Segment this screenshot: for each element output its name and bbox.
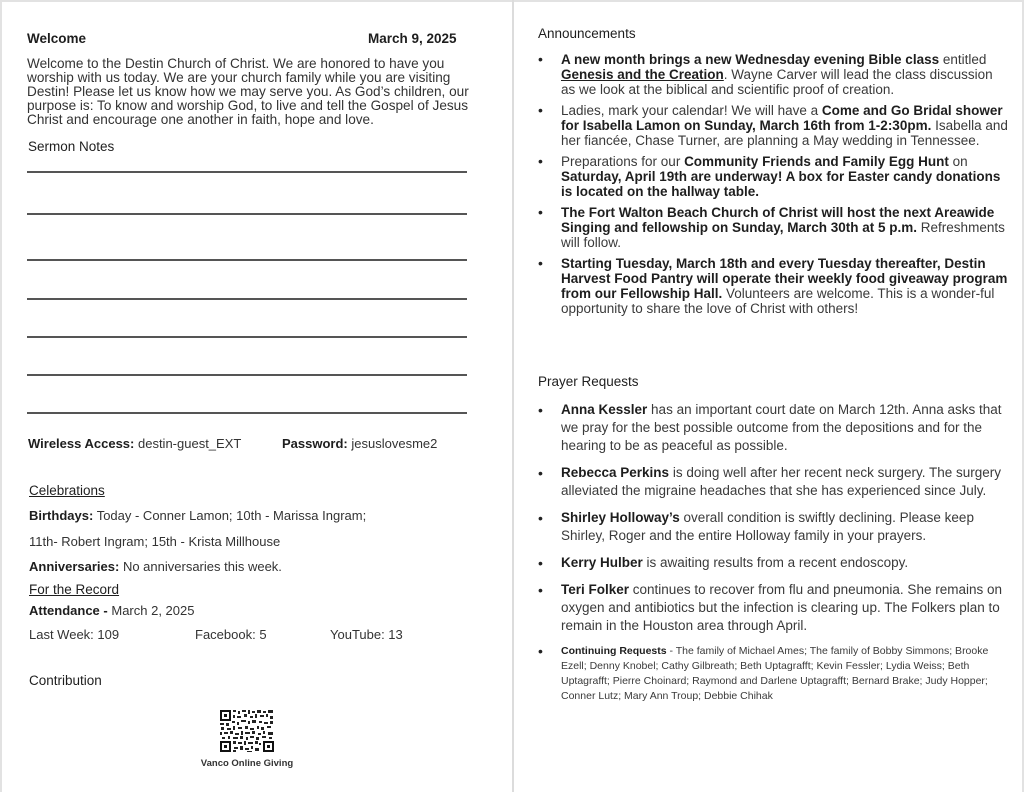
announcement-text: on — [948, 154, 968, 169]
prayer-text: overall condition is swiftly declining. Please keep Shirley, Roger and the entire Holloway family in your prayers. — [561, 510, 974, 543]
announcement-highlight: A new month brings a new Wednesday evening Bible class — [561, 52, 940, 67]
facebook-count: Facebook: 5 — [195, 627, 267, 642]
announcement-item — [538, 154, 1008, 199]
attendance-label: Attendance - — [29, 603, 108, 618]
sermon-note-line — [27, 336, 467, 338]
announcement-item — [538, 256, 1008, 316]
prayer-name: Teri Folker — [561, 582, 630, 597]
contribution-title: Contribution — [29, 673, 102, 688]
birthdays-text: Today - Conner Lamon; 10th - Marissa Ingram; — [96, 508, 367, 523]
anniversaries-label: Anniversaries: — [29, 559, 120, 574]
prayer-request-item — [538, 554, 1008, 572]
announcement-text: Refreshments will follow. — [561, 220, 1005, 250]
announcement-highlight: Saturday, April 19th are underway! A box for Easter candy donations is located on the hallway table. — [561, 169, 1001, 199]
announcement-highlight: Come and Go Bridal shower for Isabella Lamon on Sunday, March 16th from 1-2:30pm. — [561, 103, 1003, 133]
birthdays-label: Birthdays: — [29, 508, 94, 523]
prayer-text: has an important court date on March 12th. Anna asks that we pray for the best possible outcome from the depositions and for the hearing to be as peaceful as possible. — [561, 402, 1002, 453]
prayer-request-item — [538, 509, 1008, 545]
right-page — [514, 0, 1024, 792]
qr-code-icon[interactable] — [219, 709, 275, 753]
prayer-request-item — [538, 464, 1008, 500]
sermon-note-line — [27, 259, 467, 261]
password-value: jesuslovesme2 — [351, 436, 438, 451]
prayer-name: Shirley Holloway’s — [561, 510, 680, 525]
prayer-request-item — [538, 581, 1008, 635]
prayer-text: is doing well after her recent neck surgery. The surgery alleviated the migraine headaches that she has experienced since July. — [561, 465, 1001, 498]
welcome-paragraph: Welcome to the Destin Church of Christ. We are honored to have you worship with us today. We are your church family while you are visiting Destin! Please let us know how we may serve you. As God’s children, our purpose is: To know and worship God, to live and tell the Gospel of Jesus Christ and encourage one another in faith, hope and love. — [27, 56, 469, 127]
sermon-note-line — [27, 213, 467, 215]
announcement-highlight: The Fort Walton Beach Church of Christ will host the next Areawide Singing and fellowship on Sunday, March 30th at 5 p.m. — [561, 205, 995, 235]
prayer-name: Rebecca Perkins — [561, 465, 670, 480]
sermon-notes-title: Sermon Notes — [28, 139, 115, 154]
attendance — [29, 604, 194, 618]
announcement-highlight: Community Friends and Family Egg Hunt — [684, 154, 949, 169]
prayer-requests-list — [538, 401, 1008, 713]
prayer-name: Anna Kessler — [561, 402, 648, 417]
for-the-record-title: For the Record — [29, 582, 120, 597]
announcement-text: Isabella and her fiancée, Chase Turner, are planning a May wedding in Tennessee. — [561, 118, 1008, 148]
celebrations-title: Celebrations — [29, 483, 105, 498]
announcement-text: . Wayne Carver will lead the class discussion as we look at the biblical and scientific proof of creation. — [561, 67, 993, 97]
bulletin-date: March 9, 2025 — [368, 31, 457, 46]
continuing-requests-item — [538, 644, 1008, 704]
prayer-text: is awaiting results from a recent endoscopy. — [642, 555, 909, 570]
youtube-count: YouTube: 13 — [330, 627, 403, 642]
wireless-password — [282, 437, 437, 451]
wireless-label: Wireless Access: — [28, 436, 135, 451]
sermon-note-line — [27, 171, 467, 173]
announcement-highlight: Starting Tuesday, March 18th and every Tuesday thereafter, Destin Harvest Food Pantry will operate their weekly food giveaway program from our Fellowship Hall. — [561, 256, 1008, 301]
prayer-text: - The family of Michael Ames; The family of Bobby Simmons; Brooke Ezell; Denny Knobel; Cathy Gilbreath; Beth Uptagrafft; Kevin Fessler; Lydia Weiss; Beth Uptagrafft; Pierre Choinard; Raymond and Darlene Uptagrafft; Bernard Brake; Judy Hopper; Conner Lutz; Mary Ann Troup; Debbie Chihak — [561, 645, 989, 702]
sermon-note-line — [27, 298, 467, 300]
announcement-text: Preparations for our — [561, 154, 685, 169]
sermon-note-line — [27, 374, 467, 376]
birthdays-line-2: 11th- Robert Ingram; 15th - Krista Millhouse — [29, 534, 281, 549]
prayer-name: Continuing Requests — [561, 645, 667, 657]
welcome-title: Welcome — [27, 31, 87, 46]
prayer-text: continues to recover from flu and pneumonia. She remains on oxygen and antibiotics but the infection is clearing up. The Folkers plan to remain in the Houston area through April. — [561, 582, 1002, 633]
prayer-request-item — [538, 401, 1008, 455]
wireless-network: destin-guest_EXT — [137, 436, 242, 451]
birthdays-line-1 — [29, 509, 366, 523]
announcement-text: entitled — [939, 52, 987, 67]
password-label: Password: — [282, 436, 348, 451]
prayer-name: Kerry Hulber — [561, 555, 643, 570]
class-title: Genesis and the Creation — [561, 67, 724, 82]
anniversaries-text: No anniversaries this week. — [122, 559, 282, 574]
announcements-list — [538, 52, 1008, 322]
wireless-access — [28, 437, 241, 451]
prayer-requests-title: Prayer Requests — [538, 374, 639, 389]
announcement-text: Ladies, mark your calendar! We will have a — [561, 103, 822, 118]
announcements-title: Announcements — [538, 26, 636, 41]
announcement-item — [538, 103, 1008, 148]
announcement-item — [538, 52, 1008, 97]
anniversaries — [29, 560, 282, 574]
announcement-item — [538, 205, 1008, 250]
qr-caption: Vanco Online Giving — [200, 758, 294, 769]
sermon-note-line — [27, 412, 467, 414]
attendance-date: March 2, 2025 — [111, 603, 195, 618]
last-week-count: Last Week: 109 — [29, 627, 120, 642]
announcement-text: Volunteers are welcome. This is a wonder-ful opportunity to share the love of Christ with others! — [561, 286, 995, 316]
